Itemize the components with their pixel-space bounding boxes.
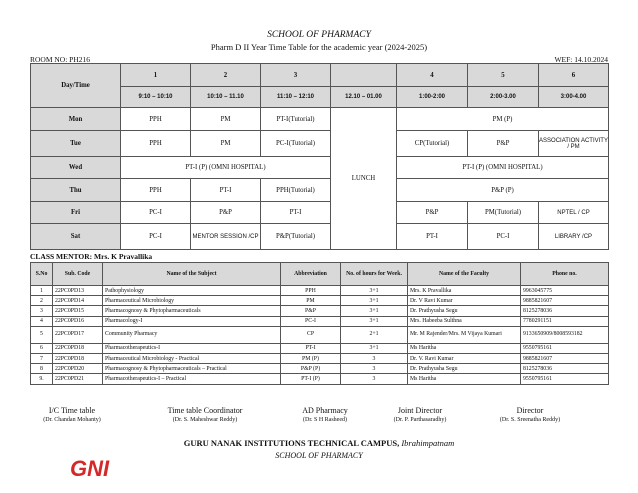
period-header-blank — [331, 64, 397, 87]
table-cell: PT-I — [281, 343, 341, 353]
table-cell: 3 — [341, 353, 408, 363]
table-cell: 1 — [31, 286, 53, 296]
table-row — [31, 296, 609, 306]
column-header: Abbreviation — [281, 263, 341, 286]
class-cell: NPTEL / CP — [539, 202, 609, 224]
period-header: 2 — [191, 64, 261, 87]
table-cell: PM (P) — [281, 353, 341, 363]
table-cell: PM — [281, 296, 341, 306]
class-cell: P&P(Tutorial) — [261, 224, 331, 250]
table-cell: PT-I (P) — [281, 374, 341, 384]
day-cell: Mon — [31, 108, 121, 131]
table-cell: CP — [281, 326, 341, 343]
table-cell: Mrs. K Pravallika — [408, 286, 521, 296]
table-cell: Pharmacotherapeutics-I — [103, 343, 281, 353]
table-cell: 9550795161 — [521, 374, 609, 384]
signature-name: (Dr. S. Maheshwar Reddy) — [172, 417, 238, 423]
wef-date: WEF: 14.10.2024 — [554, 55, 608, 64]
time-slot: 12.10 – 01.00 — [331, 87, 397, 108]
signature-name: (Dr. S. Sreenatha Reddy) — [499, 417, 561, 423]
table-cell: Pharmacognosy & Phytopharmaceuticals — [103, 306, 281, 316]
class-cell: PC-I — [121, 202, 191, 224]
gni-logo-icon — [70, 455, 116, 479]
table-cell: PPH — [281, 286, 341, 296]
table-cell: 3 — [341, 364, 408, 374]
class-cell: PM — [191, 108, 261, 131]
footer-school: SCHOOL OF PHARMACY — [275, 451, 363, 460]
table-cell: 8 — [31, 364, 53, 374]
signature-block — [480, 406, 580, 423]
table-cell: 9885821607 — [521, 296, 609, 306]
school-title: SCHOOL OF PHARMACY — [267, 30, 371, 40]
table-cell: 7 — [31, 353, 53, 363]
class-cell: PPH(Tutorial) — [261, 179, 331, 202]
table-cell: 22PC0PD16 — [53, 316, 103, 326]
class-cell: P&P (P) — [397, 179, 609, 202]
lunch-cell: LUNCH — [331, 108, 397, 250]
class-cell: P&P — [397, 202, 468, 224]
day-cell: Tue — [31, 131, 121, 157]
table-cell: 2+1 — [341, 326, 408, 343]
class-cell: P&P — [191, 202, 261, 224]
table-cell: 22PC0PD21 — [53, 374, 103, 384]
table-cell: Dr. V Ravi Kumar — [408, 296, 521, 306]
class-cell: PC-I — [121, 224, 191, 250]
class-cell: PT-I (P) (OMNI HOSPITAL) — [121, 157, 331, 179]
table-cell: 6 — [31, 343, 53, 353]
signature-name: (Dr. Chandan Mohanty) — [43, 417, 101, 423]
time-slot: 10:10 – 11.10 — [191, 87, 261, 108]
class-cell: MENTOR SESSION /CP — [191, 224, 261, 250]
class-cell: PM(Tutorial) — [468, 202, 539, 224]
class-cell: CP(Tutorial) — [397, 131, 468, 157]
period-header: 4 — [397, 64, 468, 87]
class-cell: PT-I(Tutorial) — [261, 108, 331, 131]
time-slot: 2:00-3.00 — [468, 87, 539, 108]
class-cell: PT-I — [191, 179, 261, 202]
table-cell: 5 — [31, 326, 53, 343]
table-cell: 22PC0PD17 — [53, 326, 103, 343]
table-row — [31, 316, 609, 326]
table-cell: 3 — [341, 374, 408, 384]
timetable — [30, 63, 609, 250]
table-cell: PC-I — [281, 316, 341, 326]
class-cell: PC-I(Tutorial) — [261, 131, 331, 157]
column-header: Name of the Faculty — [408, 263, 521, 286]
table-cell: Pharmacognosy & Phytopharmaceuticals – Practical — [103, 364, 281, 374]
time-slot: 11:10 – 12:10 — [261, 87, 331, 108]
time-slot: 9:10 – 10:10 — [121, 87, 191, 108]
column-header: No. of hours for Week. — [341, 263, 408, 286]
subject-table — [30, 262, 609, 385]
day-cell: Thu — [31, 179, 121, 202]
class-mentor: CLASS MENTOR: Mrs. K Pravallika — [30, 252, 153, 261]
day-cell: Fri — [31, 202, 121, 224]
table-cell: P&P (P) — [281, 364, 341, 374]
class-cell: PT-I — [261, 202, 331, 224]
signature-title: Joint Director — [397, 406, 443, 415]
table-cell: P&P — [281, 306, 341, 316]
timetable-subtitle: Pharm D II Year Time Table for the academic year (2024-2025) — [210, 42, 428, 52]
table-cell: 3+1 — [341, 286, 408, 296]
gni-logo-text: GNI — [70, 456, 110, 479]
table-cell: Pharmaceutical Microbiology - Practical — [103, 353, 281, 363]
table-cell: 22PC0PD13 — [53, 286, 103, 296]
class-cell: LIBRARY /CP — [539, 224, 609, 250]
table-cell: 3+1 — [341, 296, 408, 306]
table-cell: 2 — [31, 296, 53, 306]
table-cell: Mrs. Habeeba Sulthna — [408, 316, 521, 326]
day-cell: Sat — [31, 224, 121, 250]
day-cell: Wed — [31, 157, 121, 179]
institute-location: Ibrahimpatnam — [401, 438, 455, 448]
signature-title: Time table Coordinator — [167, 406, 243, 415]
class-cell: ASSOCIATION ACTIVITY / PM — [539, 131, 609, 157]
signature-block — [280, 406, 370, 423]
table-cell: Mr. M Rajender/Mrs. M Vijaya Kumari — [408, 326, 521, 343]
institute-name — [0, 438, 638, 448]
signature-title: Director — [516, 406, 544, 415]
period-header: 1 — [121, 64, 191, 87]
institute-title: GURU NANAK INSTITUTIONS TECHNICAL CAMPUS, — [183, 438, 400, 448]
signature-block — [370, 406, 470, 423]
table-cell: 7780291151 — [521, 316, 609, 326]
table-row — [31, 326, 609, 343]
class-cell: PT-I — [397, 224, 468, 250]
signature-name: (Dr. P. Parthasaradhy) — [393, 417, 447, 423]
table-row — [31, 306, 609, 316]
period-header: 6 — [539, 64, 609, 87]
class-cell: PPH — [121, 179, 191, 202]
table-cell: 9133650909/8008593182 — [521, 326, 609, 343]
column-header: S.No — [31, 263, 53, 286]
class-cell: PPH — [121, 108, 191, 131]
class-cell: PT-I (P) (OMNI HOSPITAL) — [397, 157, 609, 179]
period-header: 5 — [468, 64, 539, 87]
table-row — [31, 286, 609, 296]
class-cell: PM (P) — [397, 108, 609, 131]
table-cell: 9885821607 — [521, 353, 609, 363]
column-header: Phone no. — [521, 263, 609, 286]
table-cell: Community Pharmacy — [103, 326, 281, 343]
signature-block — [22, 406, 122, 423]
table-cell: 9. — [31, 374, 53, 384]
column-header: Sub. Code — [53, 263, 103, 286]
signature-block — [150, 406, 260, 423]
table-cell: Pharmacotherapeutics-I – Practical — [103, 374, 281, 384]
table-cell: 3+1 — [341, 343, 408, 353]
table-cell: 22PC0PD18 — [53, 343, 103, 353]
signature-title: I/C Time table — [48, 406, 96, 415]
class-cell: PM — [191, 131, 261, 157]
table-cell: Pharmaceutical Microbiology — [103, 296, 281, 306]
table-cell: 3+1 — [341, 316, 408, 326]
table-cell: Ms Haritha — [408, 374, 521, 384]
table-row — [31, 353, 609, 363]
column-header: Name of the Subject — [103, 263, 281, 286]
room-number: ROOM NO: PH216 — [30, 55, 91, 64]
table-cell: 22PC0PD14 — [53, 296, 103, 306]
table-cell: Dr. V. Ravi Kumar — [408, 353, 521, 363]
time-slot: 3:00-4.00 — [539, 87, 609, 108]
time-slot: 1:00-2:00 — [397, 87, 468, 108]
table-cell: 22PC0PD20 — [53, 364, 103, 374]
table-cell: Ms Haritha — [408, 343, 521, 353]
table-row — [31, 343, 609, 353]
class-cell: P&P — [468, 131, 539, 157]
table-cell: 8125278036 — [521, 306, 609, 316]
table-cell: 9550795161 — [521, 343, 609, 353]
table-cell: 3 — [31, 306, 53, 316]
table-cell: 22PC0PD15 — [53, 306, 103, 316]
daytime-header: Day/Time — [31, 64, 121, 108]
table-row — [31, 364, 609, 374]
table-cell: 8125278036 — [521, 364, 609, 374]
table-cell: Dr. Prathyusha Segu — [408, 306, 521, 316]
table-cell: 22PC0PD18 — [53, 353, 103, 363]
period-header: 3 — [261, 64, 331, 87]
signature-title: AD Pharmacy — [302, 406, 348, 415]
table-cell: 9963045775 — [521, 286, 609, 296]
table-cell: Pathophysiology — [103, 286, 281, 296]
class-cell: PC-I — [468, 224, 539, 250]
signature-name: (Dr. S H Rasheed) — [303, 417, 347, 423]
table-cell: Dr. Prathyusha Segu — [408, 364, 521, 374]
table-row — [31, 374, 609, 384]
class-cell: PPH — [121, 131, 191, 157]
table-cell: 4 — [31, 316, 53, 326]
table-cell: Pharmacology-I — [103, 316, 281, 326]
table-cell: 3+1 — [341, 306, 408, 316]
